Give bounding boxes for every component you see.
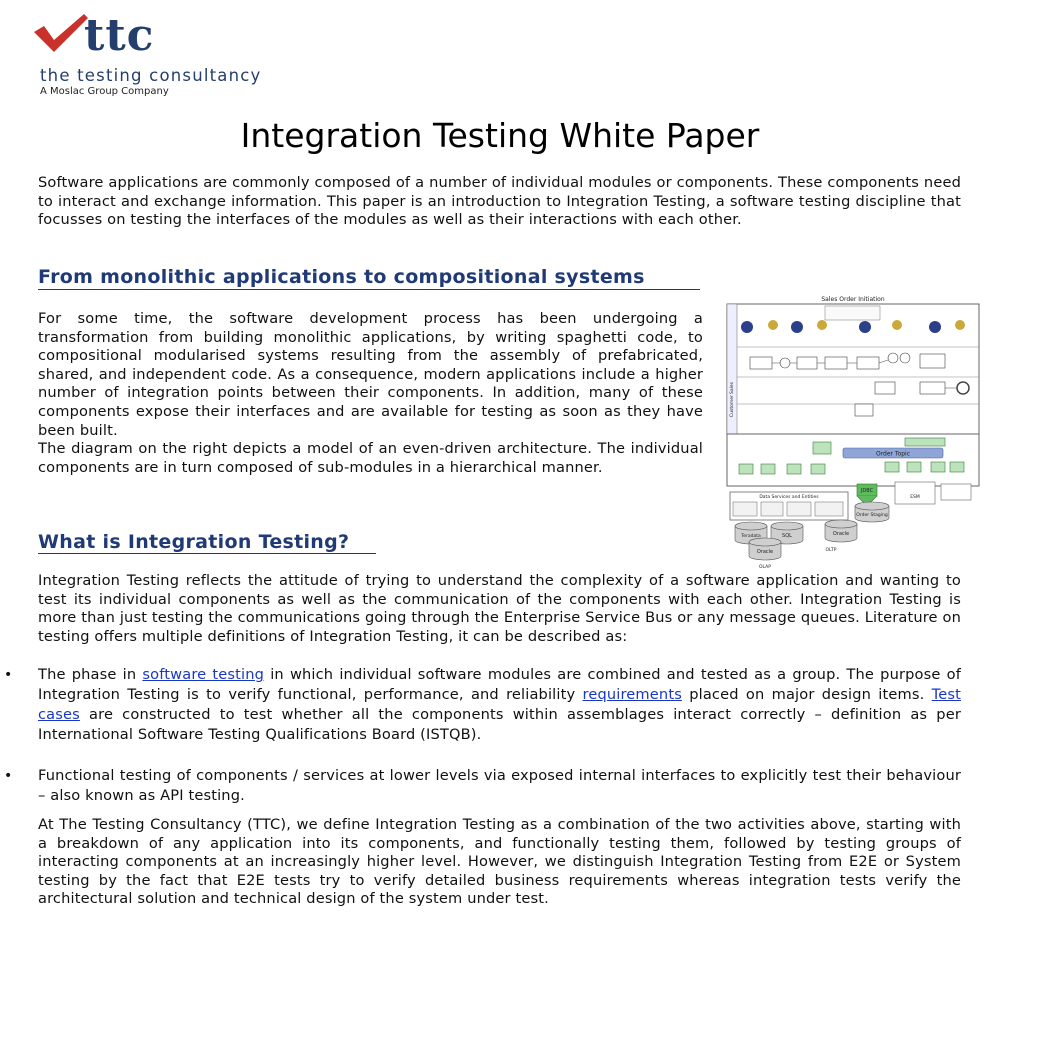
jdbc-label: JDBC <box>860 488 874 494</box>
teradata-label: Teradata <box>741 534 761 539</box>
data-services-label: Data Services and Entities <box>759 495 819 500</box>
order-staging-label: Order Staging <box>856 513 888 518</box>
lane-label-customer: Customer <box>730 395 735 417</box>
oracle-label-2: Oracle <box>832 531 850 537</box>
section-heading-what-is: What is Integration Testing? <box>38 531 350 553</box>
company-logo <box>32 10 322 97</box>
section1-paragraph-2: The diagram on the right depicts a model of an even-driven architecture. The individual components are in turn composed of sub-modules in a hierarchical manner. <box>38 440 703 476</box>
esm-label: ESM <box>910 495 920 500</box>
diagram-title: Sales Order Initiation <box>821 296 885 303</box>
requirements-link[interactable]: requirements <box>582 686 682 703</box>
section1-body <box>38 310 703 477</box>
logo-brand: ttc <box>84 10 155 61</box>
oltp-label: OLTP <box>825 548 837 553</box>
closing-paragraph: At The Testing Consultancy (TTC), we define Integration Testing as a combination of the two activities above, starting with a breakdown of any application into its components, and functionally testing them, followed by testing groups of interacting components at an increasingly higher level. However, we distinguish Integration Testing from E2E or System testing by the fact that E2E tests try to verify detailed business requirements whereas integration tests verify the architectural solution and technical design of the system under test. <box>38 816 961 908</box>
intro-paragraph: Software applications are commonly composed of a number of individual modules or components. These components need to interact and exchange information. This paper is an introduction to Integration Testing, a software testing discipline that focusses on testing the interfaces of the modules as well as their interactions with each other. <box>38 174 961 229</box>
checkmark-icon <box>32 12 90 52</box>
bullet-api-testing: Functional testing of components / services at lower levels via exposed internal interfaces to explicitly test their behaviour – also known as API testing. <box>38 767 961 804</box>
event-driven-architecture-diagram <box>725 292 980 577</box>
section-heading-monolithic: From monolithic applications to compositional systems <box>38 266 645 288</box>
sql-label: SQL <box>782 533 792 539</box>
logo-tagline: the testing consultancy <box>40 66 262 85</box>
bullet-istqb-definition: The phase in software testing in which individual software modules are combined and tested as a group. The purpose of Integration Testing is to verify functional, performance, and reliability requirements placed on major design items. Test cases are constructed to test whether all the components within assemblages interact correctly – definition as per International Software Testing Qualifications Board (ISTQB). <box>38 666 961 743</box>
heading-underline <box>38 289 700 290</box>
order-topic-label: Order Topic <box>875 450 911 458</box>
page-title: Integration Testing White Paper <box>240 116 760 155</box>
logo-subline: A Moslac Group Company <box>40 86 169 97</box>
section1-paragraph-1: For some time, the software development process has been undergoing a transformation from building monolithic applications, by writing spaghetti code, to compositional modularised systems resulting from the assembly of prefabricated, shared, and independent code. As a consequence, modern applications include a higher number of integration points between their components. In addition, many of these components expose their interfaces and are available for testing as soon as they have been built. <box>38 310 703 439</box>
bullet-marker: • <box>4 768 13 784</box>
olap-label: OLAP <box>759 565 771 570</box>
test-cases-link[interactable]: Test cases <box>38 686 961 723</box>
section2-paragraph: Integration Testing reflects the attitude of trying to understand the complexity of a software application and wanting to test its individual components as well as the communication of the components with each other. Integration Testing is more than just testing the communications going through the Enterprise Service Bus or any message queues. Literature on testing offers multiple definitions of Integration Testing, it can be described as: <box>38 572 961 645</box>
bullet-marker: • <box>4 667 13 683</box>
oracle-label: Oracle <box>756 549 774 555</box>
heading-underline <box>38 553 376 554</box>
lane-label-sales: Sales <box>730 382 735 394</box>
software-testing-link[interactable]: software testing <box>142 666 265 683</box>
